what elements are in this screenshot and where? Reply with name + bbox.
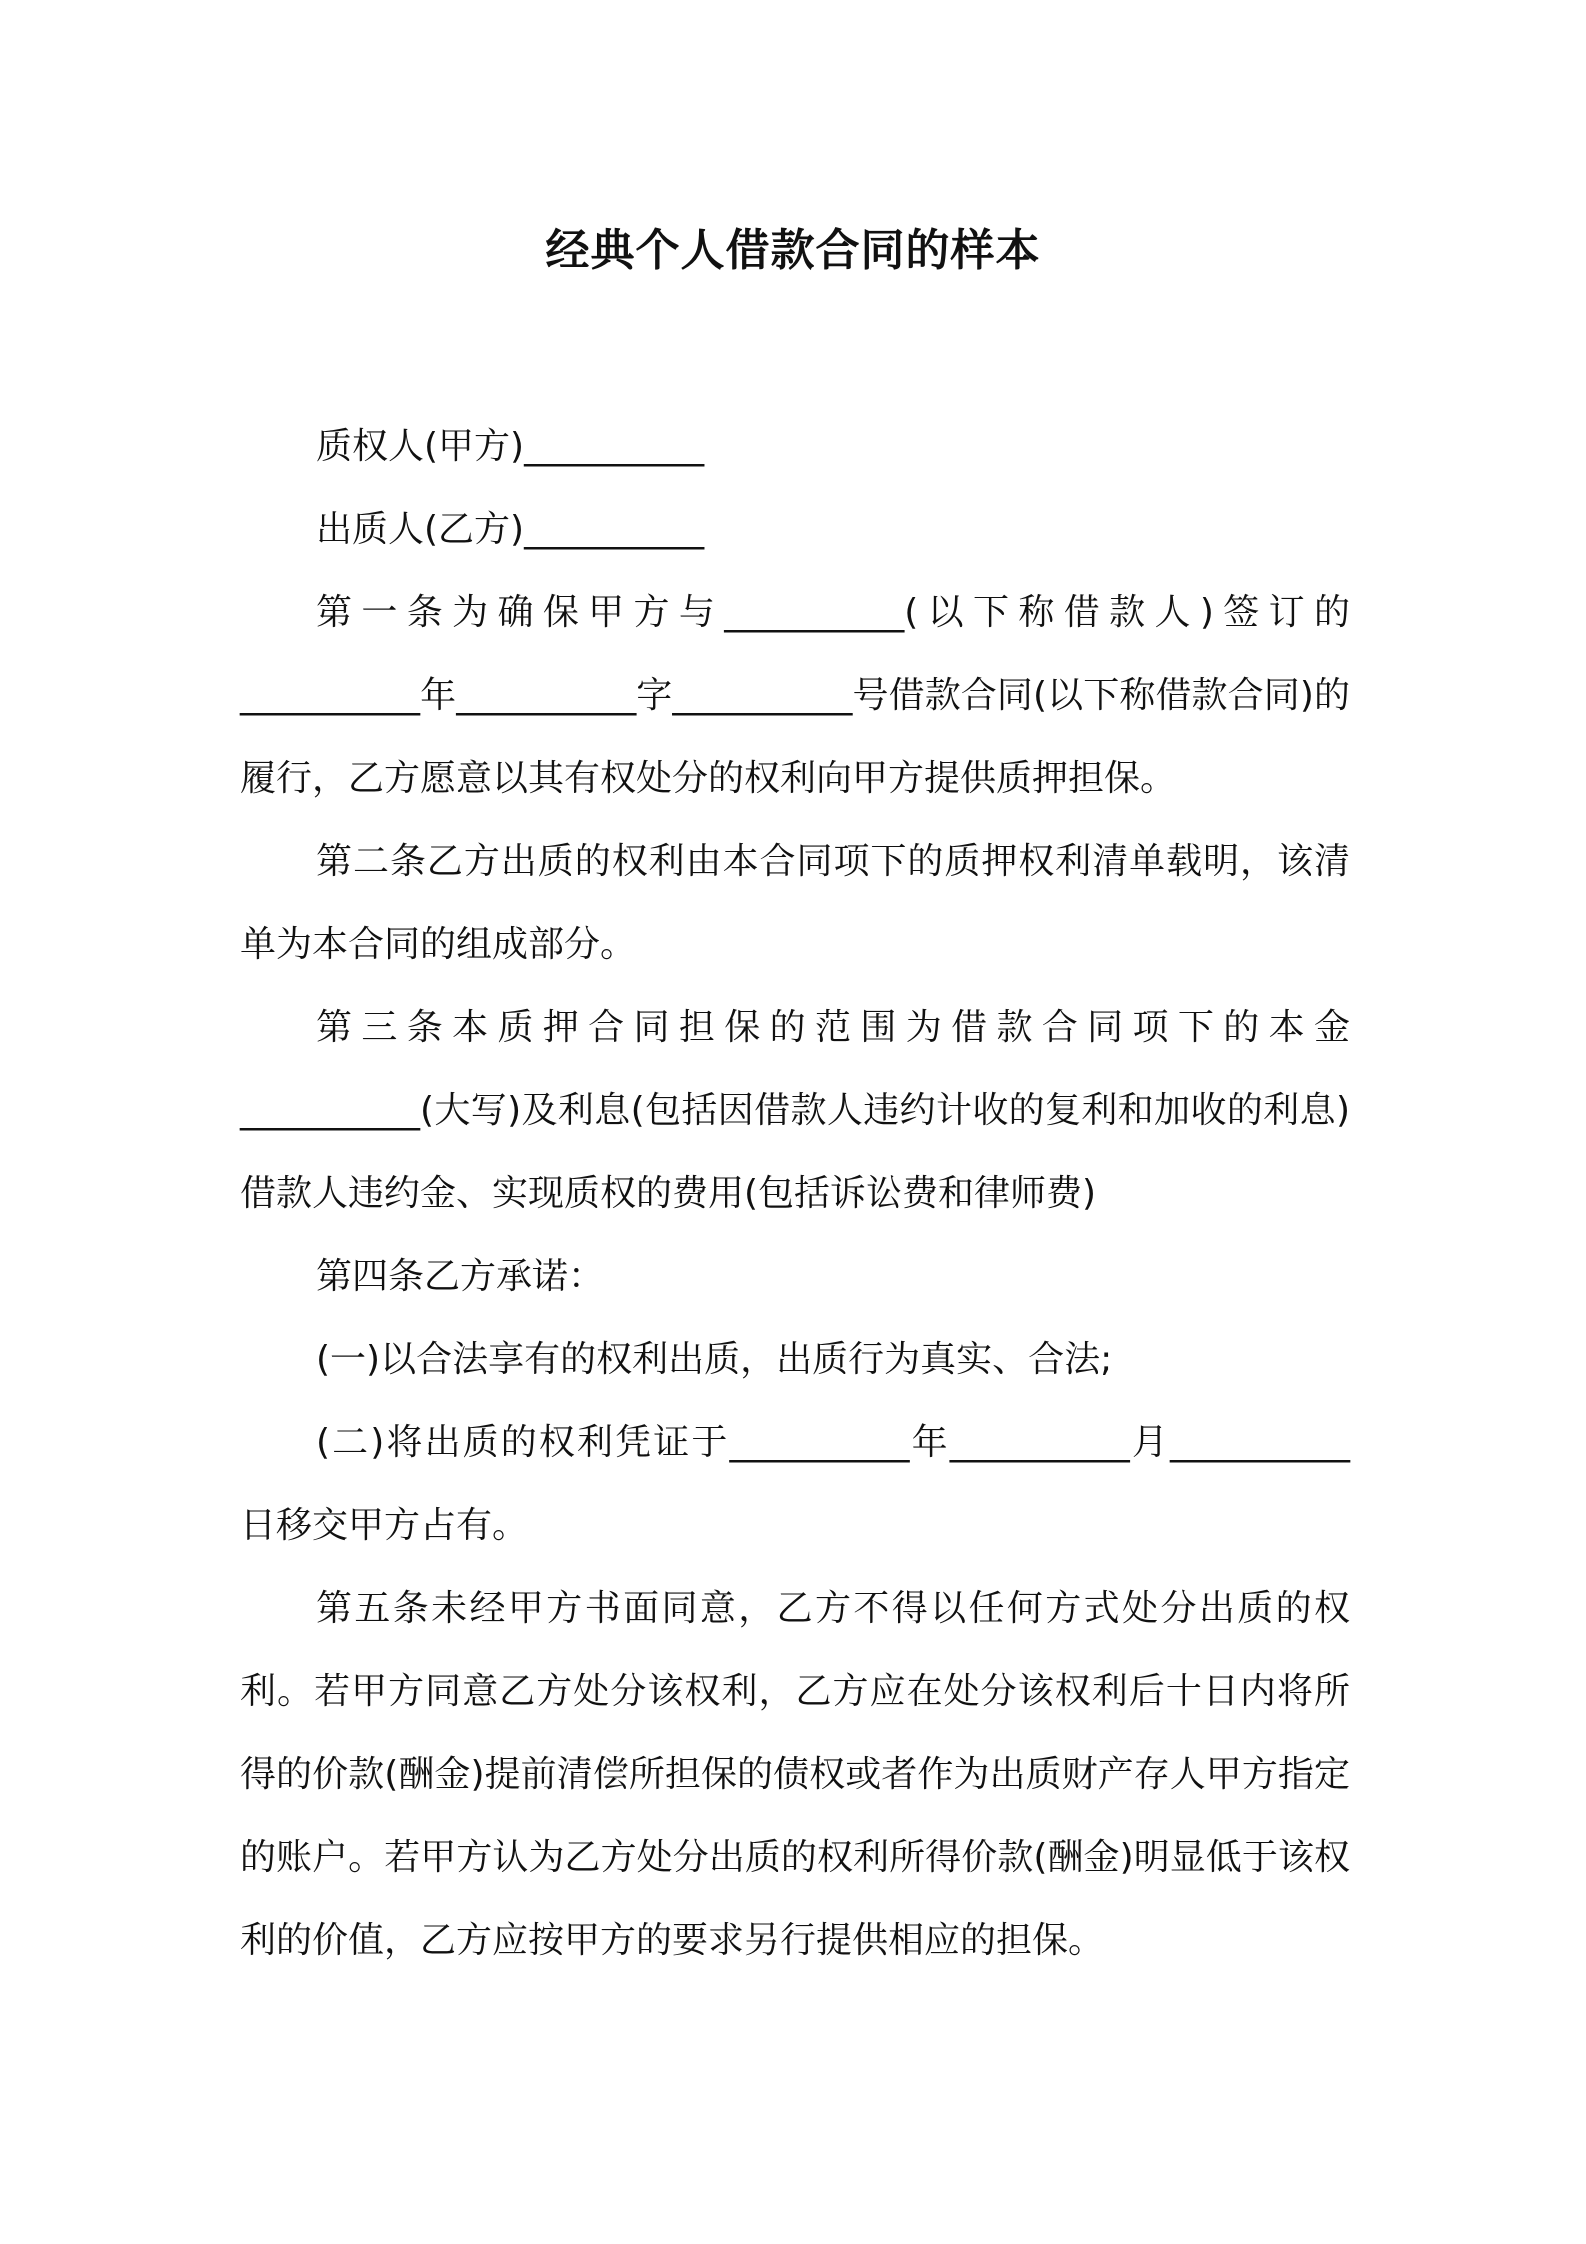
paragraph-article-4: 第四条乙方承诺：: [316, 1256, 605, 1297]
paragraph-article-4-item-1: (一)以合法享有的权利出质，出质行为真实、合法;: [316, 1339, 1113, 1380]
paragraph-article-2: 第二条乙方出质的权利由本合同项下的质押权利清单载明，该清单为本合同的组成部分。: [240, 841, 1350, 965]
page-title: 经典个人借款合同的样本: [545, 225, 1041, 276]
paragraph-article-4-item-2: (二)将出质的权利凭证于__________年__________月__________日移交甲方占有。: [240, 1422, 1350, 1546]
paragraph-article-3: 第三条本质押合同担保的范围为借款合同项下的本金__________(大写)及利息(包括因借款人违约计收的复利和加收的利息)借款人违约金、实现质权的费用(包括诉讼费和律师费): [240, 1007, 1350, 1214]
document-body: [240, 405, 1350, 1982]
paragraph-pledgor: 出质人(乙方)__________: [316, 509, 705, 550]
paragraph-pledgee: 质权人(甲方)__________: [316, 426, 705, 467]
paragraph-article-5: 第五条未经甲方书面同意，乙方不得以任何方式处分出质的权利。若甲方同意乙方处分该权利，乙方应在处分该权利后十日内将所得的价款(酬金)提前清偿所担保的债权或者作为出质财产存人甲方指定的账户。若甲方认为乙方处分出质的权利所得价款(酬金)明显低于该权利的价值，乙方应按甲方的要求另行提供相应的担保。: [240, 1588, 1350, 1961]
paragraph-article-1: 第一条为确保甲方与__________(以下称借款人)签订的__________年__________字__________号借款合同(以下称借款合同)的履行，乙方愿意以其有权处分的权利向甲方提供质押担保。: [240, 592, 1350, 799]
